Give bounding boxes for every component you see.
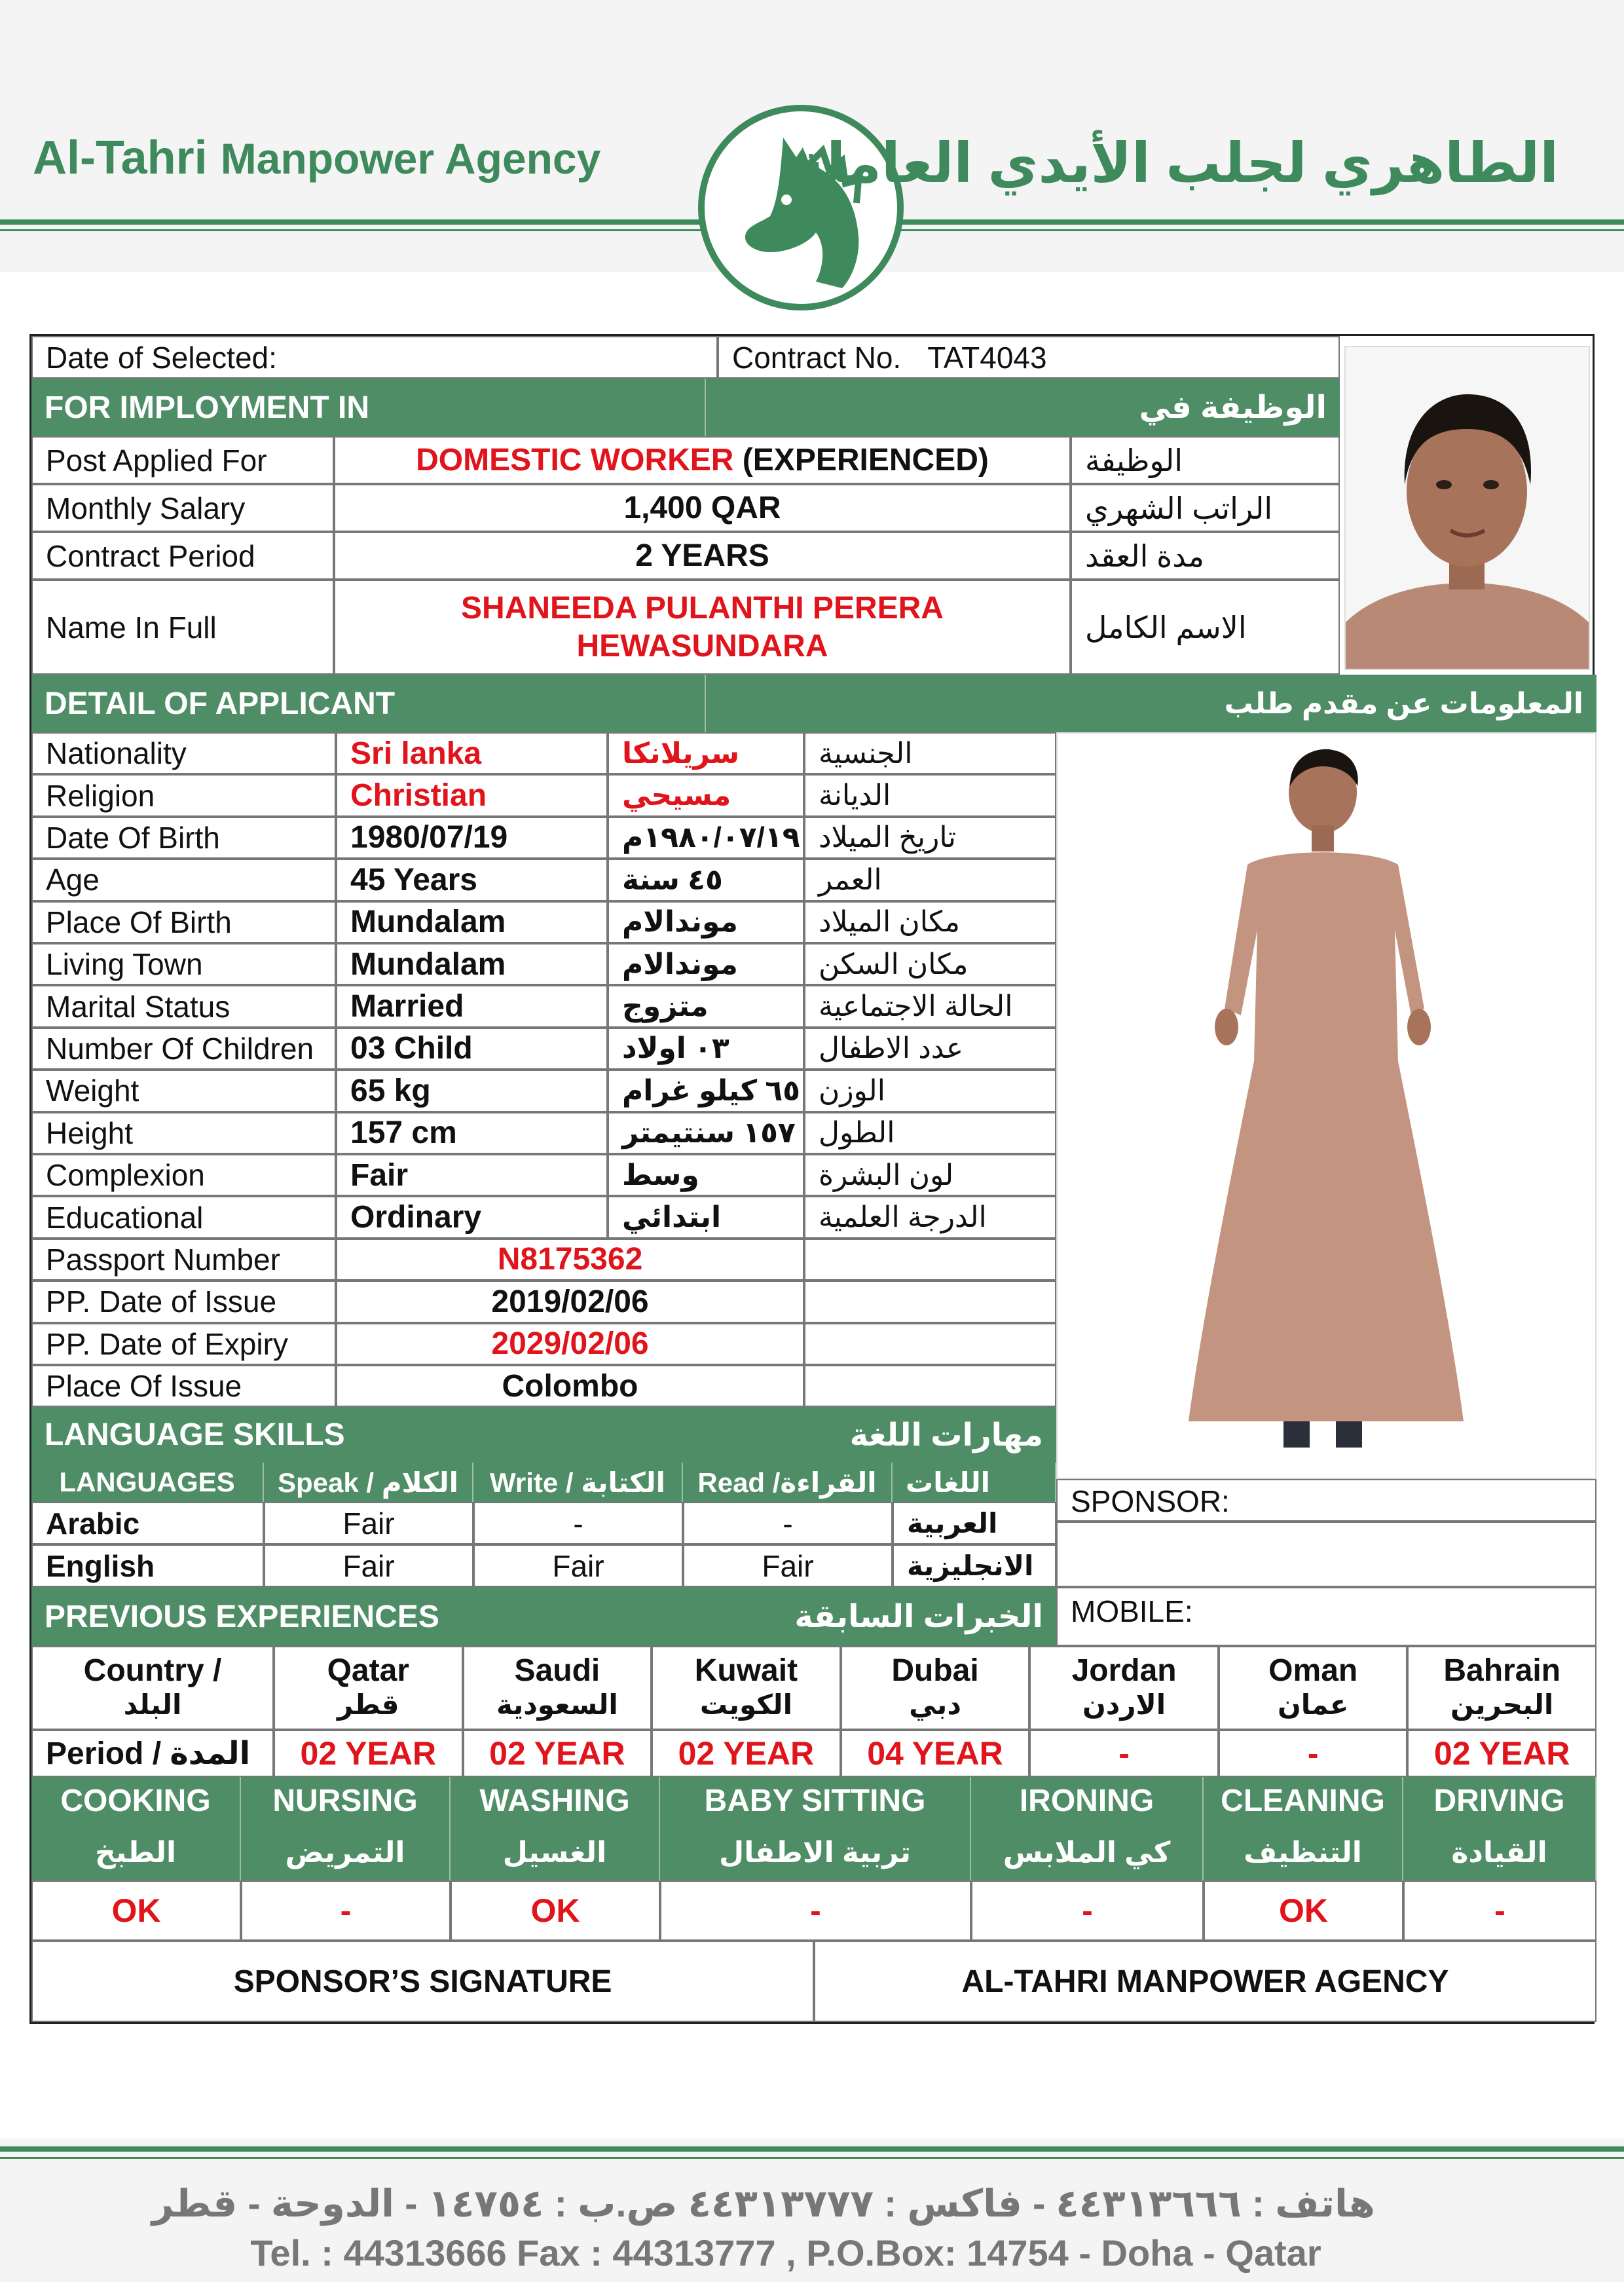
detail-value: Mundalam	[336, 943, 608, 985]
detail-value: 157 cm	[336, 1112, 608, 1154]
salary-label: Monthly Salary	[31, 484, 334, 532]
language-speak: Fair	[264, 1502, 473, 1544]
detail-value: Ordinary	[336, 1196, 608, 1238]
detail-label-ar: لون البشرة	[804, 1154, 1056, 1196]
detail-value-ar: ٠٣ اولاد	[608, 1028, 804, 1070]
detail-value-ar: ابتدائي	[608, 1196, 804, 1238]
detail-value-ar: متزوج	[608, 985, 804, 1027]
skill-name-ar: الغسيل	[451, 1824, 660, 1880]
skill-value: -	[971, 1880, 1204, 1941]
detail-label-ar: الوزن	[804, 1070, 1056, 1112]
employment-section-header	[31, 379, 1340, 436]
agency-signature: AL-TAHRI MANPOWER AGENCY	[814, 1941, 1596, 2022]
footer-contact-ar: هاتف : ٤٤٣١٣٦٦٦ - فاكس : ٤٤٣١٣٧٧٧ ص.ب : ١٤٧٥٤ - الدوحة - قطر	[151, 2182, 1375, 2225]
country-label-ar: البلد	[123, 1689, 182, 1720]
country-period: -	[1029, 1730, 1219, 1777]
passport-value: 2019/02/06	[336, 1281, 804, 1322]
post-value	[334, 436, 1071, 484]
post-label: Post Applied For	[31, 436, 334, 484]
passport-label: Passport Number	[31, 1239, 336, 1281]
language-name-ar: الانجليزية	[893, 1544, 1056, 1587]
contract-period-label-ar: مدة العقد	[1071, 532, 1340, 580]
country-cell	[1407, 1646, 1596, 1730]
language-header-cell: اللغات	[893, 1463, 1056, 1502]
country-period: 02 YEAR	[1407, 1730, 1596, 1777]
country-cell	[1029, 1646, 1219, 1730]
detail-label: Number Of Children	[31, 1028, 336, 1070]
passport-blank	[804, 1323, 1056, 1365]
detail-label: Place Of Birth	[31, 901, 336, 943]
skill-value: OK	[451, 1880, 660, 1941]
country-name: Qatar	[327, 1653, 409, 1688]
skill-name-ar: التنظيف	[1204, 1824, 1403, 1880]
country-name: Kuwait	[694, 1653, 798, 1688]
passport-value: N8175362	[336, 1239, 804, 1281]
country-name-ar: دبي	[909, 1689, 961, 1720]
country-cell	[1219, 1646, 1408, 1730]
detail-value: 1980/07/19	[336, 817, 608, 859]
contract-value: TAT4043	[927, 340, 1047, 375]
detail-label-ar: العمر	[804, 859, 1056, 901]
mobile-field	[1056, 1587, 1596, 1646]
language-header-cell: Speak / الكلام	[264, 1463, 473, 1502]
passport-blank	[804, 1365, 1056, 1407]
skill-name: COOKING	[31, 1777, 241, 1824]
detail-value-ar: موندالام	[608, 943, 804, 985]
applicant-headshot	[1344, 346, 1590, 670]
sponsor-signature: SPONSOR’S SIGNATURE	[31, 1941, 814, 2022]
skill-name-ar: تربية الاطفال	[660, 1824, 971, 1880]
detail-label-ar: الدرجة العلمية	[804, 1196, 1056, 1238]
mobile-label: MOBILE:	[1071, 1594, 1193, 1628]
detail-value-ar: ٤٥ سنة	[608, 859, 804, 901]
language-name: Arabic	[31, 1502, 264, 1544]
applicant-details	[31, 732, 1056, 1407]
passport-value: Colombo	[336, 1365, 804, 1407]
country-name-ar: قطر	[337, 1689, 399, 1720]
language-title-ar: مهارات اللغة	[849, 1417, 1043, 1453]
post-value-qualifier: (EXPERIENCED)	[742, 443, 989, 477]
skill-name-ar: التمريض	[241, 1824, 451, 1880]
skill-value: OK	[31, 1880, 241, 1941]
experience-title: PREVIOUS EXPERIENCES	[45, 1599, 439, 1634]
country-cell	[274, 1646, 463, 1730]
detail-label-ar: عدد الاطفال	[804, 1028, 1056, 1070]
skill-name-ar: القيادة	[1403, 1824, 1596, 1880]
footer-rule	[0, 2146, 1624, 2152]
language-header-cell: LANGUAGES	[31, 1463, 264, 1502]
country-label: Country /	[83, 1653, 222, 1688]
full-name-label-ar: الاسم الكامل	[1071, 580, 1340, 675]
country-period: 02 YEAR	[463, 1730, 652, 1777]
passport-label: PP. Date of Expiry	[31, 1323, 336, 1365]
contract-label: Contract No.	[732, 340, 902, 375]
passport-label: Place Of Issue	[31, 1365, 336, 1407]
country-cell	[463, 1646, 652, 1730]
country-name-ar: الاردن	[1082, 1689, 1166, 1720]
country-name: Oman	[1268, 1653, 1358, 1688]
country-period: -	[1219, 1730, 1408, 1777]
country-name: Jordan	[1071, 1653, 1177, 1688]
skill-value: -	[1403, 1880, 1596, 1941]
language-table	[31, 1502, 1056, 1587]
skill-name-ar: الطبخ	[31, 1824, 241, 1880]
country-name-ar: الكويت	[699, 1689, 792, 1720]
language-name-ar: العربية	[893, 1502, 1056, 1544]
country-name-ar: البحرين	[1450, 1689, 1554, 1720]
date-selected-field	[31, 336, 718, 379]
country-name-ar: عمان	[1277, 1689, 1349, 1720]
experience-section-header	[31, 1587, 1056, 1646]
brand-name-en	[33, 131, 600, 185]
detail-value: 03 Child	[336, 1028, 608, 1070]
detail-value-ar: وسط	[608, 1154, 804, 1196]
full-name-line2: HEWASUNDARA	[576, 628, 828, 664]
post-value-main: DOMESTIC WORKER	[416, 443, 734, 477]
brand-name-ar: الطاهري لجلب الأيدي العاملة	[791, 132, 1559, 194]
skill-name: WASHING	[451, 1777, 660, 1824]
footer-rule-thin	[0, 2157, 1624, 2159]
full-name-line1: SHANEEDA PULANTHI PERERA	[461, 590, 944, 626]
letterhead	[0, 0, 1624, 272]
detail-value-ar: ١٥٧ سنتيمتر	[608, 1112, 804, 1154]
country-cell	[652, 1646, 841, 1730]
language-speak: Fair	[264, 1544, 473, 1587]
country-name: Dubai	[891, 1653, 979, 1688]
applicant-section-header	[31, 675, 1596, 732]
brand-main: Al-Tahri	[33, 132, 208, 184]
skill-value: -	[241, 1880, 451, 1941]
language-write: -	[473, 1502, 683, 1544]
full-name-value	[334, 580, 1071, 675]
detail-value: Fair	[336, 1154, 608, 1196]
letterhead-footer	[0, 2139, 1624, 2282]
salary-value: 1,400 QAR	[334, 484, 1071, 532]
language-title: LANGUAGE SKILLS	[45, 1417, 345, 1452]
detail-label-ar: الجنسية	[804, 732, 1056, 774]
detail-label: Educational	[31, 1196, 336, 1238]
applicant-title: DETAIL OF APPLICANT	[45, 686, 396, 721]
language-read: -	[683, 1502, 893, 1544]
footer-contact-en: Tel. : 44313666 Fax : 44313777 , P.O.Box: 14754 - Doha - Qatar	[250, 2232, 1321, 2273]
language-section-header	[31, 1407, 1056, 1463]
skill-name: BABY SITTING	[660, 1777, 971, 1824]
language-write: Fair	[473, 1544, 683, 1587]
detail-value: Christian	[336, 774, 608, 816]
passport-label: PP. Date of Issue	[31, 1281, 336, 1322]
language-read: Fair	[683, 1544, 893, 1587]
employment-title-ar: الوظيفة في	[1139, 390, 1327, 425]
detail-value: Married	[336, 985, 608, 1027]
contract-period-value: 2 YEARS	[334, 532, 1071, 580]
country-cell	[841, 1646, 1030, 1730]
country-name: Saudi	[514, 1653, 600, 1688]
country-name: Bahrain	[1443, 1653, 1561, 1688]
applicant-title-ar: المعلومات عن مقدم طلب	[1224, 687, 1583, 720]
detail-label-ar: الطول	[804, 1112, 1056, 1154]
contract-period-label: Contract Period	[31, 532, 334, 580]
detail-label: Marital Status	[31, 985, 336, 1027]
detail-label: Date Of Birth	[31, 817, 336, 859]
detail-value-ar: موندالام	[608, 901, 804, 943]
detail-label-ar: مكان الميلاد	[804, 901, 1056, 943]
detail-label: Height	[31, 1112, 336, 1154]
language-header-cell: Read /القراءة	[683, 1463, 893, 1502]
detail-value: Mundalam	[336, 901, 608, 943]
application-form	[29, 334, 1595, 2024]
sponsor-label: SPONSOR:	[1071, 1484, 1230, 1518]
skill-name: CLEANING	[1204, 1777, 1403, 1824]
detail-value: 45 Years	[336, 859, 608, 901]
detail-label: Age	[31, 859, 336, 901]
detail-value: 65 kg	[336, 1070, 608, 1112]
employment-title: FOR IMPLOYMENT IN	[45, 390, 369, 425]
language-table-header	[31, 1463, 1056, 1502]
sponsor-field	[1056, 1479, 1596, 1522]
passport-blank	[804, 1281, 1056, 1322]
period-label: Period / المدة	[31, 1730, 274, 1777]
experience-table	[31, 1646, 1596, 1777]
experience-title-ar: الخبرات السابقة	[794, 1599, 1043, 1634]
skill-value: -	[660, 1880, 971, 1941]
detail-label: Complexion	[31, 1154, 336, 1196]
skill-name: NURSING	[241, 1777, 451, 1824]
passport-blank	[804, 1239, 1056, 1281]
detail-label-ar: مكان السكن	[804, 943, 1056, 985]
applicant-full-photo	[1056, 732, 1596, 1479]
detail-label-ar: الحالة الاجتماعية	[804, 985, 1056, 1027]
skill-name: IRONING	[971, 1777, 1204, 1824]
language-header-cell: Write / الكتابة	[473, 1463, 683, 1502]
detail-value-ar: مسيحي	[608, 774, 804, 816]
salary-label-ar: الراتب الشهري	[1071, 484, 1340, 532]
country-header	[31, 1646, 274, 1730]
date-selected-label: Date of Selected:	[46, 340, 277, 375]
full-name-label: Name In Full	[31, 580, 334, 675]
detail-value: Sri lanka	[336, 732, 608, 774]
skill-name: DRIVING	[1403, 1777, 1596, 1824]
detail-label: Weight	[31, 1070, 336, 1112]
country-name-ar: السعودية	[496, 1689, 618, 1720]
skill-name-ar: كي الملابس	[971, 1824, 1204, 1880]
detail-label-ar: تاريخ الميلاد	[804, 817, 1056, 859]
detail-value-ar: ١٩٨٠/٠٧/١٩م	[608, 817, 804, 859]
skill-value: OK	[1204, 1880, 1403, 1941]
country-period: 02 YEAR	[274, 1730, 463, 1777]
sponsor-field-blank	[1056, 1522, 1596, 1587]
country-period: 04 YEAR	[841, 1730, 1030, 1777]
contract-number-field	[718, 336, 1340, 379]
detail-label: Nationality	[31, 732, 336, 774]
detail-label: Religion	[31, 774, 336, 816]
passport-value: 2029/02/06	[336, 1323, 804, 1365]
brand-rest: Manpower Agency	[220, 134, 601, 183]
language-name: English	[31, 1544, 264, 1587]
detail-label-ar: الديانة	[804, 774, 1056, 816]
detail-value-ar: ٦٥ كيلو غرام	[608, 1070, 804, 1112]
post-label-ar: الوظيفة	[1071, 436, 1340, 484]
detail-label: Living Town	[31, 943, 336, 985]
country-period: 02 YEAR	[652, 1730, 841, 1777]
skills-table	[31, 1777, 1596, 1941]
detail-value-ar: سريلانكا	[608, 732, 804, 774]
